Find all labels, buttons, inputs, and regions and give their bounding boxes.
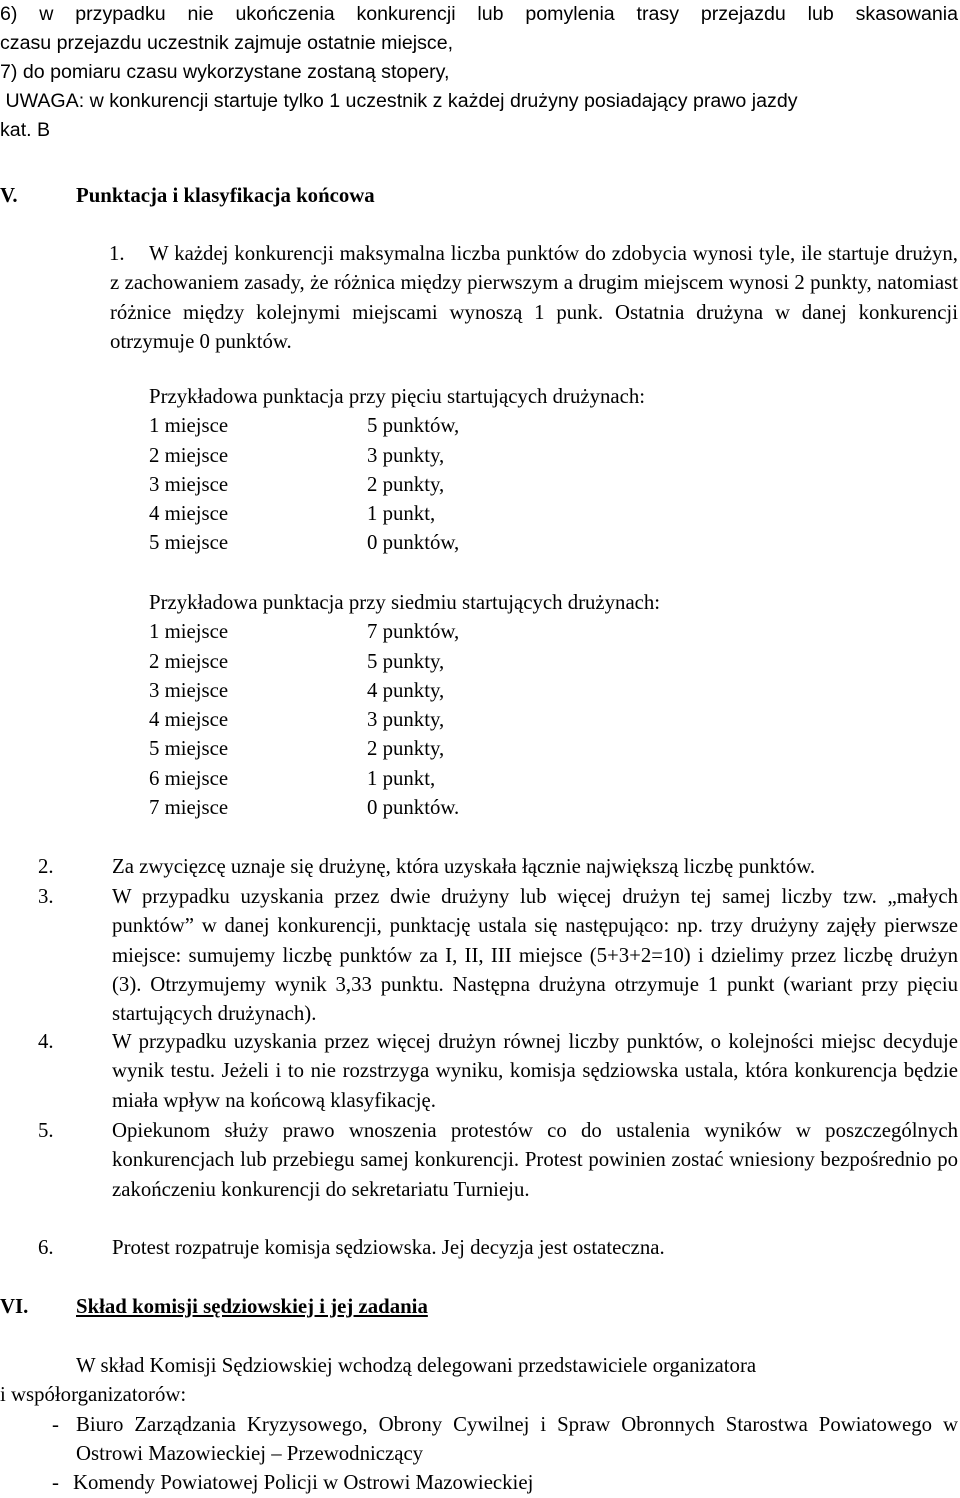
item-text: W przypadku uzyskania przez więcej drużyn równej liczby punktów, o kolejności miejsc decyduje wynik testu. Jeżeli i to nie rozstrzyga wyniku, komisja sędziowska ustala, która konkurencja będzie miała wpływ na końcową klasyfikację. [112, 1030, 958, 1112]
place-label: 1 miejsce [149, 620, 229, 644]
place-label: 5 miejsce [149, 737, 229, 761]
place-label: 6 miejsce [149, 766, 229, 790]
section-vi-intro: W skład Komisji Sędziowskiej wchodzą delegowani przedstawiciele organizatora [76, 1354, 757, 1377]
dash-marker: - [52, 1471, 59, 1494]
place-label: 2 miejsce [149, 443, 229, 467]
place-label: 3 miejsce [149, 472, 229, 496]
points-value: 0 punktów. [367, 796, 460, 820]
dash-marker: - [52, 1413, 59, 1436]
item-number: 6. [38, 1236, 54, 1259]
scoring-caption: Przykładowa punktacja przy pięciu startujących drużynach: [149, 385, 646, 408]
item-number: 4. [38, 1030, 54, 1053]
points-value: 3 punkty, [367, 443, 445, 467]
scoring-row [149, 793, 849, 822]
points-value: 5 punkty, [367, 649, 445, 673]
member-text: Biuro Zarządzania Kryzysowego, Obrony Cywilnej i Spraw Obronnych Starostwa Powiatowego w Ostrowi Mazowieckiej – Przewodniczący [76, 1413, 958, 1466]
intro-line: UWAGA: w konkurencji startuje tylko 1 uczestnik z każdej drużyny posiadający prawo jazdy [0, 90, 798, 112]
scoring-caption: Przykładowa punktacja przy siedmiu startujących drużynach: [149, 591, 661, 614]
place-label: 4 miejsce [149, 502, 229, 526]
scoring-row [149, 705, 849, 734]
section-v-number: V. [0, 184, 18, 207]
points-value: 0 punktów, [367, 531, 460, 555]
scoring-row [149, 764, 849, 793]
place-label: 7 miejsce [149, 796, 229, 820]
points-value: 2 punkty, [367, 472, 445, 496]
place-label: 4 miejsce [149, 708, 229, 732]
member-text: Komendy Powiatowej Policji w Ostrowi Mazowieckiej [73, 1471, 534, 1494]
section-vi-title: Skład komisji sędziowskiej i jej zadania [76, 1295, 428, 1318]
scoring-row [149, 441, 849, 470]
item-number: 2. [38, 855, 54, 878]
item-number: 5. [38, 1119, 54, 1142]
place-label: 3 miejsce [149, 678, 229, 702]
section-vi-intro-cont: i współorganizatorów: [0, 1383, 187, 1406]
scoring-row [149, 470, 849, 499]
points-value: 5 punktów, [367, 414, 460, 438]
section-vi-number: VI. [0, 1295, 29, 1318]
item-text: Protest rozpatruje komisja sędziowska. Jej decyzja jest ostateczna. [112, 1236, 665, 1259]
scoring-row [149, 528, 849, 557]
item-text: W każdej konkurencji maksymalna liczba punktów do zdobycia wynosi tyle, ile startuje drużyn, z zachowaniem zasady, że różnica między pierwszym a drugim miejscem wynosi 2 punkty, natomiast różnice między kolejnymi miejscami wynoszą 1 punk. Ostatnia drużyna w danej konkurencji otrzymuje 0 punktów. [110, 242, 958, 353]
scoring-row [149, 499, 849, 528]
section-v-title: Punktacja i klasyfikacja końcowa [76, 184, 375, 207]
scoring-example-five [149, 382, 849, 558]
intro-block [0, 0, 958, 145]
item-text: Opiekunom służy prawo wnoszenia protestów co do ustalenia wyników w poszczególnych konkurencjach lub przebiegu samej konkurencji. Protest powinien zostać wniesiony bezpośrednio po zakończeniu konkurencji do sekretariatu Turnieju. [112, 1119, 958, 1201]
points-value: 7 punktów, [367, 620, 460, 644]
item-number: 3. [38, 885, 54, 908]
scoring-row [149, 676, 849, 705]
intro-line: kat. B [0, 119, 51, 141]
points-value: 1 punkt, [367, 502, 436, 526]
scoring-row [149, 617, 849, 646]
scoring-row [149, 411, 849, 440]
place-label: 1 miejsce [149, 414, 229, 438]
points-value: 2 punkty, [367, 737, 445, 761]
item-text: Za zwycięzcę uznaje się drużynę, która uzyskała łącznie największą liczbę punktów. [112, 855, 816, 878]
item-text: W przypadku uzyskania przez dwie drużyny lub więcej drużyn tej samej liczby tzw. „małych punktów” w danej konkurencji, punktację ustala się następująco: np. trzy drużyny zajęły pierwsze miejsce: sumujemy liczbę punktów za I, II, III miejsce (5+3+2=10) i dzielimy przez liczbę drużyn (3). Otrzymujemy wynik 3,33 punktu. Następna drużyna otrzymuje 1 punkt (wariant przy pięciu startujących drużynach). [112, 885, 958, 1026]
intro-line: 7) do pomiaru czasu wykorzystane zostaną stopery, [0, 61, 450, 83]
item-number: 1. [109, 242, 125, 265]
scoring-example-seven [149, 588, 849, 822]
scoring-row [149, 734, 849, 763]
place-label: 5 miejsce [149, 531, 229, 555]
scoring-row [149, 647, 849, 676]
points-value: 4 punkty, [367, 678, 445, 702]
intro-line: 6) w przypadku nie ukończenia konkurencji lub pomylenia trasy przejazdu lub skasowania [0, 3, 958, 25]
points-value: 1 punkt, [367, 766, 436, 790]
intro-line: czasu przejazdu uczestnik zajmuje ostatnie miejsce, [0, 32, 454, 54]
points-value: 3 punkty, [367, 708, 445, 732]
place-label: 2 miejsce [149, 649, 229, 673]
